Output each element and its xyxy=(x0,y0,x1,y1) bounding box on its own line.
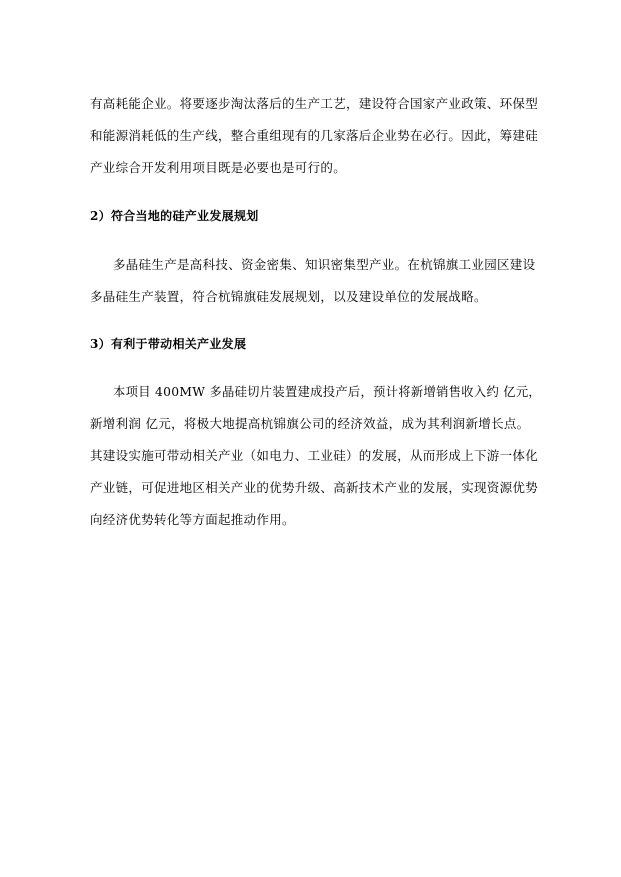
section-heading-2: 2）符合当地的硅产业发展规划 xyxy=(90,209,259,223)
paragraph-3-line-2: 新增利润 亿元，将极大地提高杭锦旗公司的经济效益，成为其利润新增长点。 xyxy=(90,416,530,431)
paragraph-3-line-4: 产业链，可促进地区相关产业的优势升级、高新技术产业的发展，实现资源优势 xyxy=(90,480,539,495)
section-heading-3: 3）有利于带动相关产业发展 xyxy=(90,337,247,351)
paragraph-3-line-1: 本项目 400MW 多晶硅切片装置建成投产后，预计将新增销售收入约 亿元， xyxy=(113,384,542,399)
paragraph-2-line-2: 多晶硅生产装置，符合杭锦旗硅发展规划，以及建设单位的发展战略。 xyxy=(90,289,487,304)
paragraph-3-line-5: 向经济优势转化等方面起推动作用。 xyxy=(90,512,295,527)
paragraph-2-line-1: 多晶硅生产是高科技、资金密集、知识密集型产业。在杭锦旗工业园区建设 xyxy=(113,257,536,272)
paragraph-1-line-1: 有高耗能企业。将要逐步淘汰落后的生产工艺，建设符合国家产业政策、环保型 xyxy=(90,96,539,111)
paragraph-1-line-3: 产业综合开发利用项目既是必要也是可行的。 xyxy=(90,160,347,175)
paragraph-3-line-3: 其建设实施可带动相关产业（如电力、工业硅）的发展，从而形成上下游一体化 xyxy=(90,448,539,463)
paragraph-1-line-2: 和能源消耗低的生产线，整合重组现有的几家落后企业势在必行。因此，筹建硅 xyxy=(90,128,539,143)
